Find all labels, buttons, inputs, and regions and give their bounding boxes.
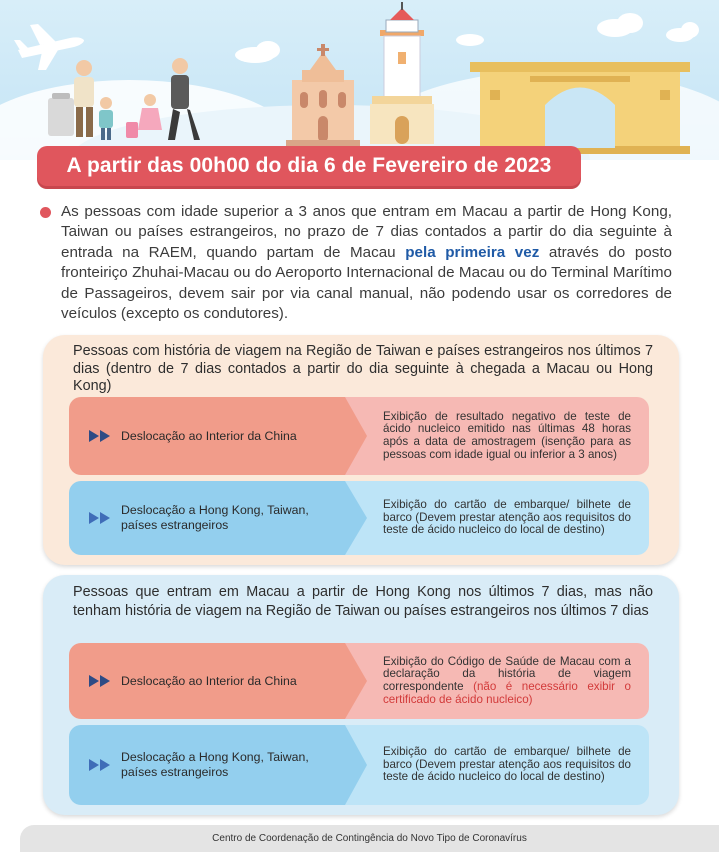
route-row-hk-taiwan-foreign — [69, 481, 649, 555]
route-label-cell — [69, 481, 345, 555]
route-requirement: Exibição do cartão de embarque/ bilhete de barco (Devem prestar atenção aos requisitos do teste de ácido nucleico do local de destino) — [383, 745, 631, 784]
route-requirement-block — [383, 656, 631, 706]
route-label-cell — [69, 725, 345, 805]
header-illustration — [0, 0, 719, 160]
date-title-banner — [37, 146, 581, 186]
route-requirement-note: (não é necessário exibir o certificado de ácido nucleico) — [383, 680, 631, 706]
double-arrow-icon — [89, 759, 111, 771]
chevron-right-icon — [345, 725, 367, 805]
chevron-right-icon — [345, 643, 367, 719]
route-label: Deslocação ao Interior da China — [121, 428, 297, 443]
border-gate-arch-icon — [470, 62, 690, 154]
route-requirement: Exibição do Código de Saúde de Macau com a declaração da história de viagem correspondente — [383, 654, 631, 693]
chevron-right-icon — [345, 397, 367, 475]
route-requirement: Exibição do cartão de embarque/ bilhete de barco (Devem prestar atenção aos requisitos do teste de ácido nucleico do local de destino) — [383, 498, 631, 537]
route-requirement-cell — [345, 643, 649, 719]
route-requirement-cell — [345, 481, 649, 555]
intro-paragraph — [40, 202, 672, 324]
route-row-hk-taiwan-foreign — [69, 725, 649, 805]
intro-text — [40, 202, 672, 324]
intro-highlight: pela primeira vez — [405, 243, 540, 261]
double-arrow-icon — [89, 430, 111, 442]
route-label: Deslocação a Hong Kong, Taiwan, países estrangeiros — [121, 750, 309, 779]
chevron-right-icon — [345, 481, 367, 555]
route-label: Deslocação ao Interior da China — [121, 673, 297, 688]
intro-text-part: As pessoas com idade superior a 3 anos que entram em Macau a partir de Hong Kong, Taiwan ou países estrangeiros, no prazo de 7 dias contados a partir do dia seguinte à entrada na RAEM, quando partam de Macau — [61, 203, 672, 261]
intro-text-part: através do posto fronteiriço Zhuhai-Macau ou do Aeroporto Internacional de Macau ou do Terminal Marítimo de Passageiros, devem sair por via canal manual, não podendo usar os corredores de veículos (excepto os condutores). — [61, 243, 672, 323]
panel-heading: Pessoas que entram em Macau a partir de Hong Kong nos últimos 7 dias, mas não tenham história de viagem na Região de Taiwan ou países estrangeiros nos últimos 7 dias — [73, 584, 653, 619]
panel-heading: Pessoas com história de viagem na Região de Taiwan e países estrangeiros nos últimos 7 dias (dentro de 7 dias contados a partir do dia seguinte à chegada a Macau ou Hong Kong) — [73, 343, 653, 395]
route-row-mainland — [69, 397, 649, 475]
route-requirement-cell — [345, 725, 649, 805]
footer-bar — [20, 825, 719, 852]
route-requirement-cell — [345, 397, 649, 475]
route-requirement: Exibição de resultado negativo de teste de ácido nucleico emitido nas últimas 48 horas após a data de amostragem (isenção para as pessoas com idade igual ou inferior a 3 anos) — [383, 409, 631, 461]
bullet-dot-icon — [40, 207, 51, 218]
panel-taiwan-foreign-travel — [43, 335, 679, 565]
double-arrow-icon — [89, 512, 111, 524]
footer-organization: Centro de Coordenação de Contingência do Novo Tipo de Coronavírus — [212, 833, 527, 844]
page-title: A partir das 00h00 do dia 6 de Fevereiro de 2023 — [66, 154, 552, 177]
route-label-cell — [69, 643, 345, 719]
route-row-mainland — [69, 643, 649, 719]
panel-hong-kong-travel — [43, 575, 679, 815]
macau-landmarks-illustration — [0, 0, 719, 160]
double-arrow-icon — [89, 675, 111, 687]
route-label-cell — [69, 397, 345, 475]
route-label: Deslocação a Hong Kong, Taiwan, países estrangeiros — [121, 503, 309, 532]
